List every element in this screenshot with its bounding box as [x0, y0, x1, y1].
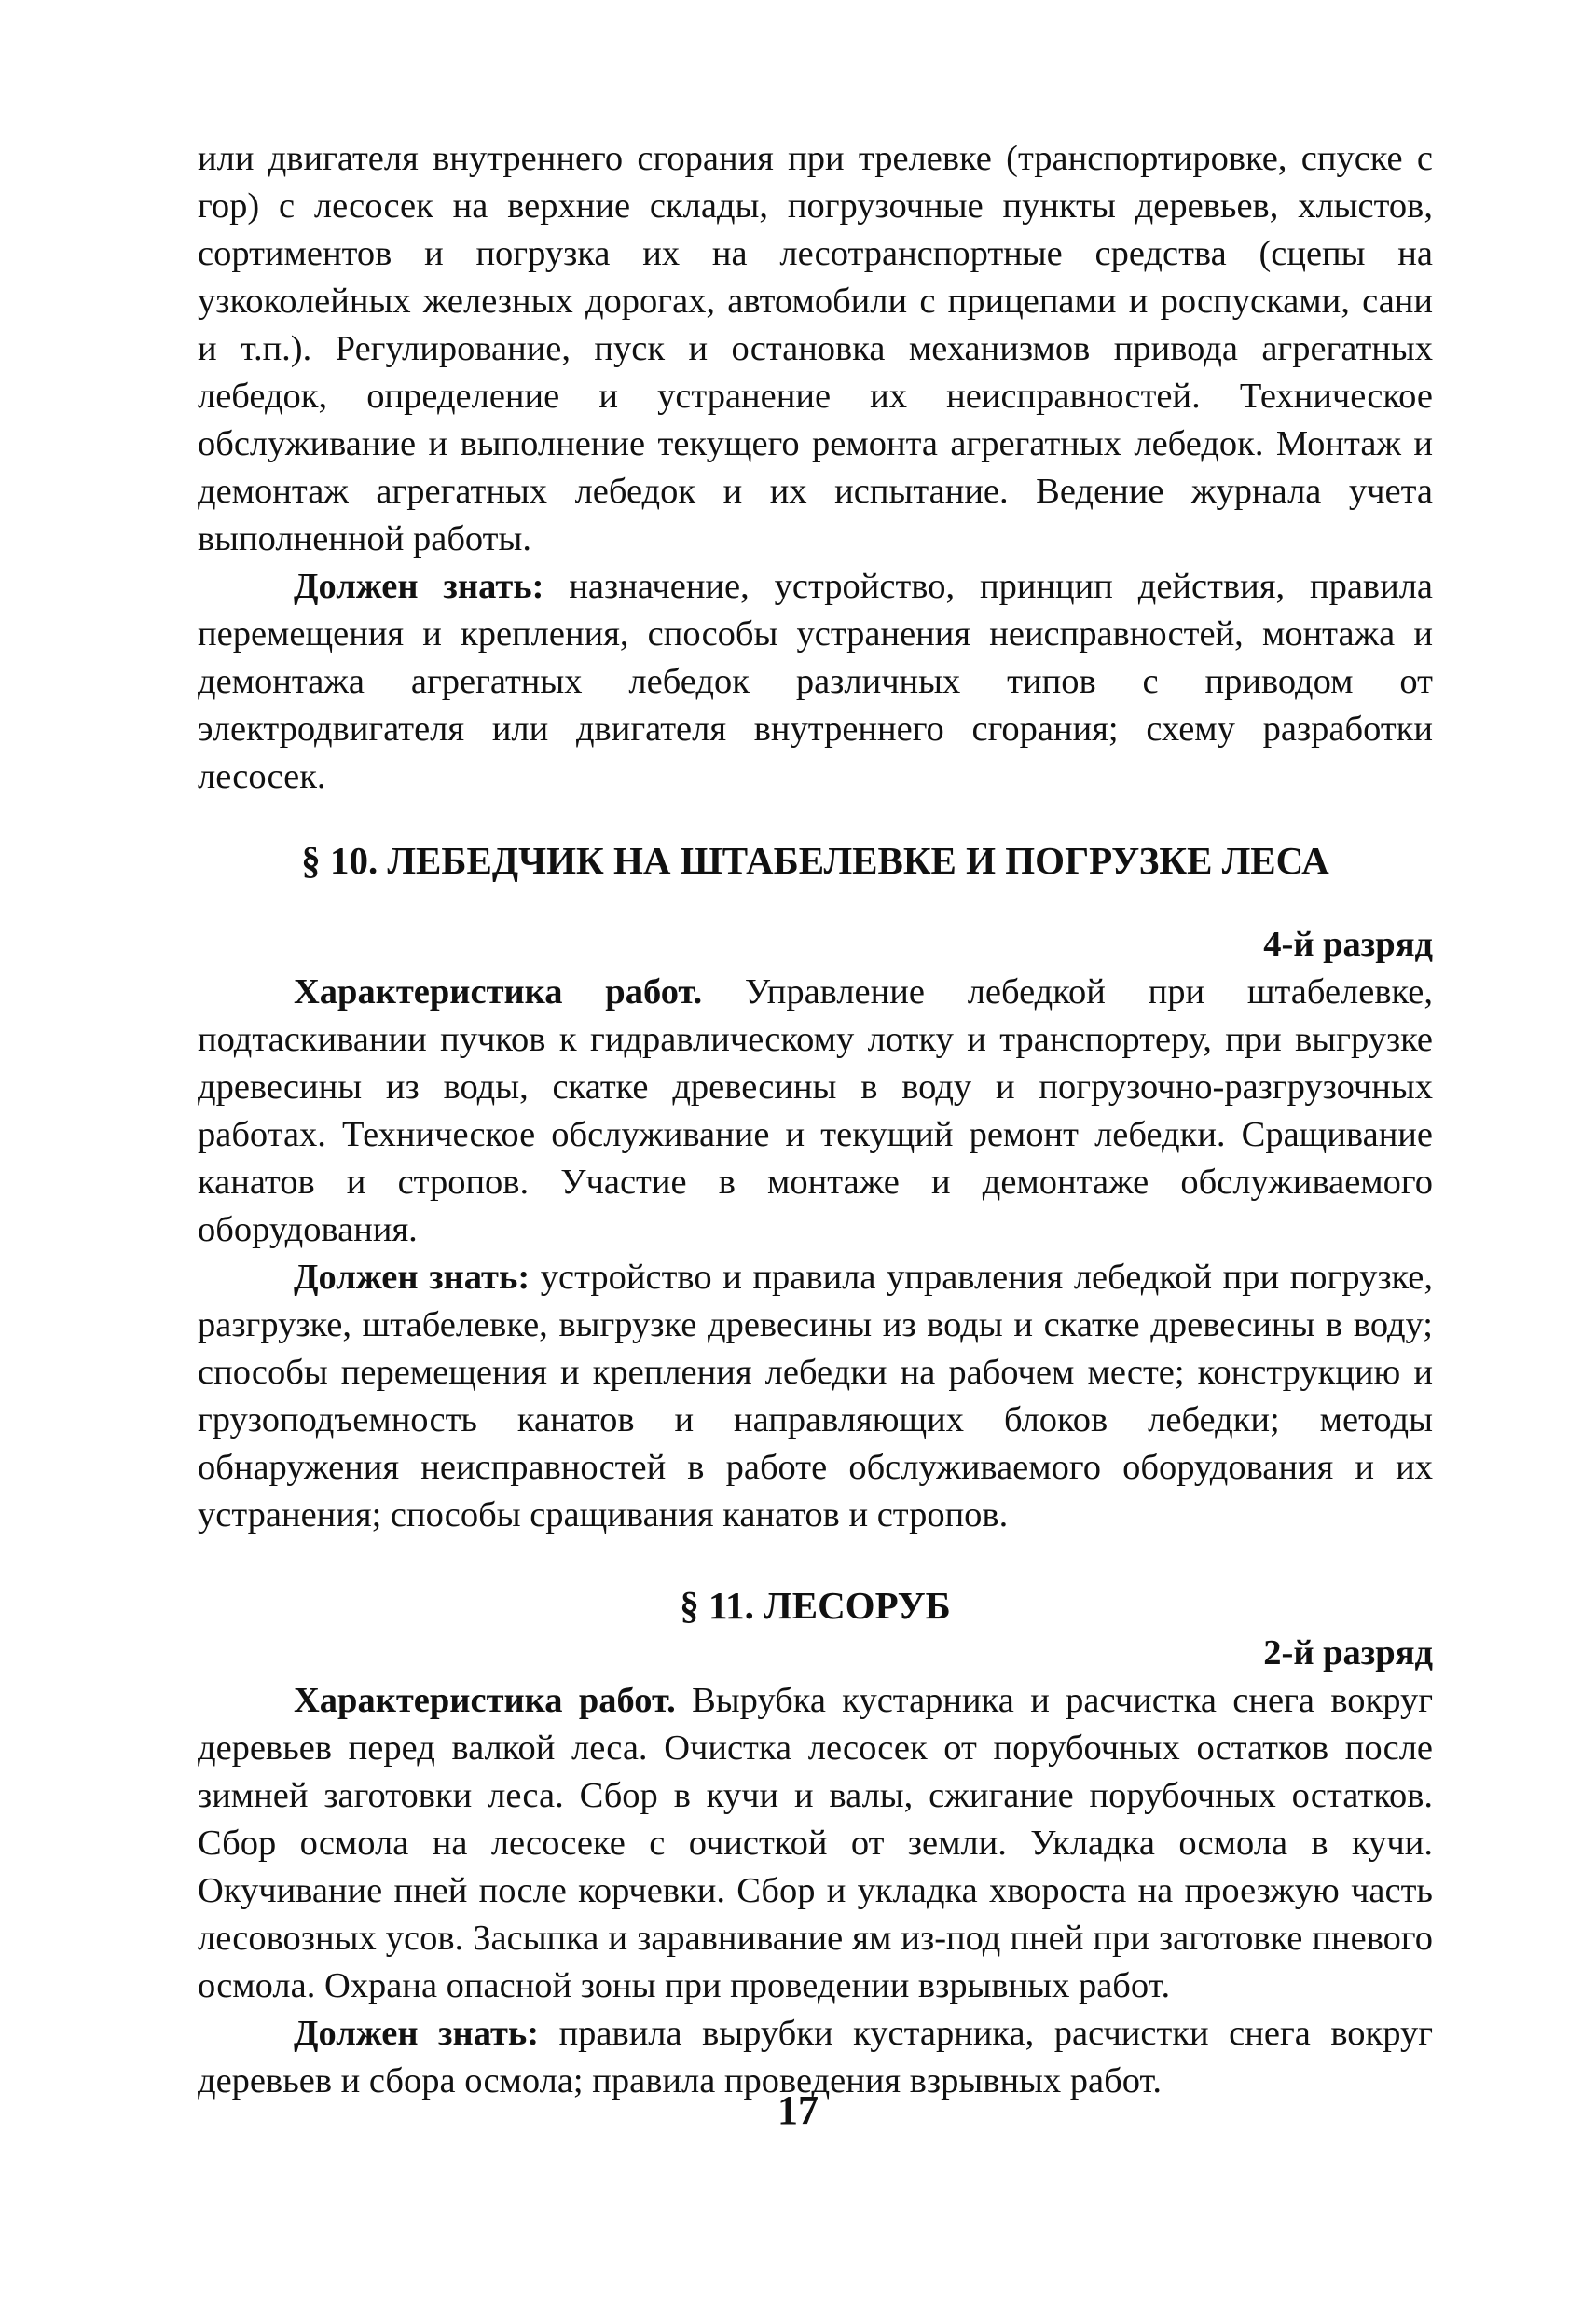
- section-11-title: § 11. ЛЕСОРУБ: [680, 1584, 951, 1627]
- intro-knowledge-paragraph: [198, 563, 1433, 801]
- section-10-title: § 10. ЛЕБЕДЧИК НА ШТАБЕЛЕВКЕ И ПОГРУЗКЕ ЛЕСА: [301, 839, 1329, 882]
- section-11-characteristics-text: Вырубка кустарника и расчистка снега вокруг деревьев перед валкой леса. Очистка лесосек от порубочных остатков после зимней заготовки леса. Сбор в кучи и валы, сжигание порубочных остатков. Сбор осмола на лесосеке с очисткой от земли. Укладка осмола в кучи. Окучивание пней после корчевки. Сбор и укладка хвороста на проезжую часть лесовозных усов. Засыпка и заравнивание ям из-под пней при заготовке пневого осмола. Охрана опасной зоны при проведении взрывных работ.: [198, 1681, 1433, 2005]
- section-11-characteristics-label: Характеристика работ.: [294, 1681, 676, 1720]
- intro-knowledge-label: Должен знать:: [294, 567, 544, 606]
- section-11-knowledge-label: Должен знать:: [294, 2014, 540, 2053]
- intro-knowledge-text: назначение, устройство, принцип действия, правила перемещения и крепления, способы устранения неисправностей, монтажа и демонтажа агрегатных лебедок различных типов с приводом от электродвигателя или двигателя внутреннего сгорания; схему разработки лесосек.: [198, 567, 1433, 796]
- section-11-knowledge-text: правила вырубки кустарника, расчистки снега вокруг деревьев и сбора осмола; правила проведения взрывных работ.: [198, 2014, 1434, 2100]
- section-10-grade: 4-й разряд: [1263, 925, 1433, 964]
- section-10-characteristics: [198, 969, 1433, 1254]
- section-10-knowledge: [198, 1254, 1433, 1539]
- section-11-grade: 2-й разряд: [1263, 1633, 1433, 1673]
- section-10-knowledge-label: Должен знать:: [294, 1258, 530, 1297]
- section-11-characteristics: [198, 1677, 1433, 2010]
- section-10-knowledge-text: устройство и правила управления лебедкой при погрузке, разгрузке, штабелевке, выгрузке древесины из воды и скатке древесины в воду; способы перемещения и крепления лебедки на рабочем месте; конструкцию и грузоподъемность канатов и направляющих блоков лебедки; методы обнаружения неисправностей в работе обслуживаемого оборудования и их устранения; способы сращивания канатов и стропов.: [198, 1258, 1433, 1535]
- section-10-characteristics-text: Управление лебедкой при штабелевке, подтаскивании пучков к гидравлическому лотку и транспортеру, при выгрузке древесины из воды, скатке древесины в воду и погрузочно-разгрузочных работах. Техническое обслуживание и текущий ремонт лебедки. Сращивание канатов и стропов. Участие в монтаже и демонтаже обслуживаемого оборудования.: [198, 972, 1433, 1249]
- document-page: [198, 135, 1433, 2105]
- intro-paragraph: или двигателя внутреннего сгорания при трелевке (транспортировке, спуске с гор) с лесосек на верхние склады, погрузочные пункты деревьев, хлыстов, сортиментов и погрузка их на лесотранспортные средства (сцепы на узкоколейных железных дорогах, автомобили с прицепами и роспусками, сани и т.п.). Регулирование, пуск и остановка механизмов привода агрегатных лебедок, определение и устранение их неисправностей. Техническое обслуживание и выполнение текущего ремонта агрегатных лебедок. Монтаж и демонтаж агрегатных лебедок и их испытание. Ведение журнала учета выполненной работы.: [198, 139, 1433, 558]
- page-number: 17: [777, 2087, 819, 2133]
- section-10-characteristics-label: Характеристика работ.: [294, 972, 703, 1012]
